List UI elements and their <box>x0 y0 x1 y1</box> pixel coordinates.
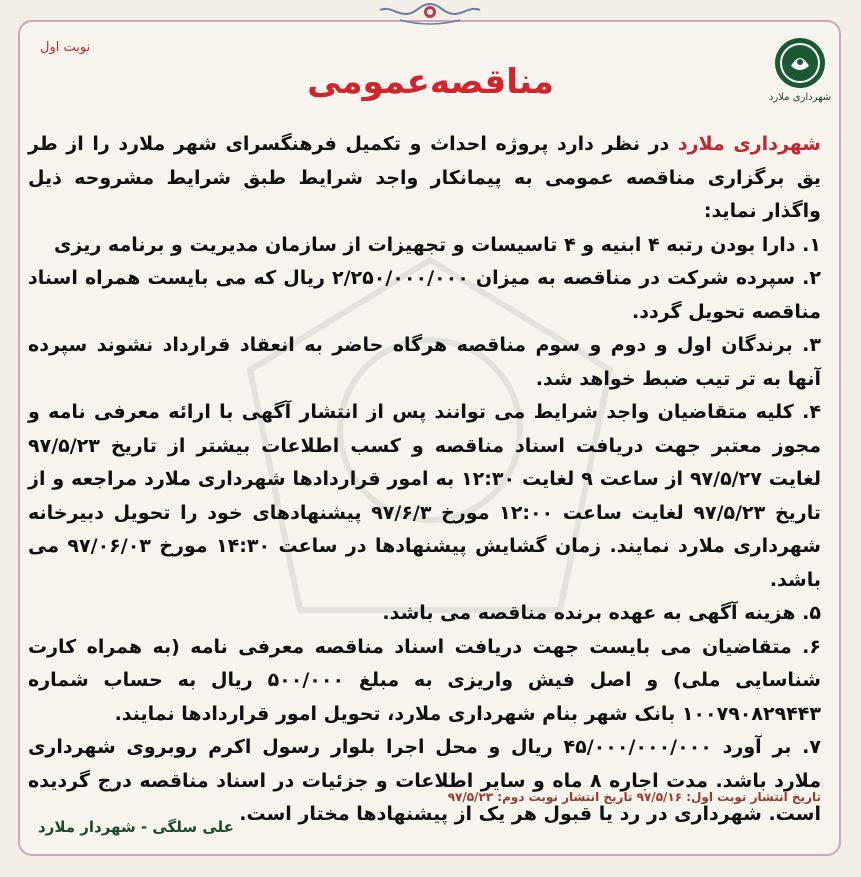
notice-item-4: ۴. کلیه متقاضیان واجد شرایط می توانند پس از انتشار آگهی با ارائه معرفی نامه و مجوز معتبر جهت دریافت اسناد مناقصه و کسب اطلاعات بیشتر از تاریخ ۹۷/۵/۲۳ لغایت ۹۷/۵/۲۷ از ساعت ۹ لغایت ۱۲:۳۰ به امور قراردادها شهرداری ملارد مراجعه و از تاریخ ۹۷/۵/۲۳ لغایت ساعت ۱۲:۰۰ مورخ ۹۷/۶/۳ پیشنهادهای خود را تحویل دبیرخانه شهرداری ملارد نمایند. زمان گشایش پیشنهادها در ساعت ۱۴:۳۰ مورخ ۹۷/۰۶/۰۳ می باشد. <box>28 401 821 591</box>
notice-item-6: ۶. متقاضیان می بایست جهت دریافت اسناد مناقصه معرفی نامه (به همراه کارت شناسایی ملی) و اصل فیش واریزی به مبلغ ۵۰۰/۰۰۰ ریال به حساب شماره ۱۰۰۷۹۰۸۲۹۴۴۳ بانک شهر بنام شهرداری ملارد، تحویل امور قراردادها نمایند. <box>28 635 821 725</box>
notice-intro <box>28 128 821 229</box>
signature: علی سلگی - شهردار ملارد <box>38 818 234 836</box>
intro-text: در نظر دارد پروژه احداث و تکمیل فرهنگسرای شهر ملارد را از طر یق برگزاری مناقصه عمومی به پیمانکار واجد شرایط طبق شرایط مشروحه ذیل واگذار نماید: <box>28 133 821 222</box>
ornament-icon <box>330 0 530 28</box>
notice-item-2: ۲. سپرده شرکت در مناقصه به میزان ۲/۲۵۰/۰۰۰/۰۰۰ ریال که می بایست همراه اسناد مناقصه تحویل گردد. <box>28 267 821 323</box>
notice-item-7: ۷. بر آورد ۴۵/۰۰۰/۰۰۰/۰۰۰ ریال و محل اجرا بلوار رسول اکرم روبروی شهرداری ملارد باشد. مدت اجاره ۸ ماه و سایر اطلاعات و جزئیات در اسناد مناقصه درج گردیده است. شهرداری در رد یا قبول هر یک از پیشنهادها مختار است. <box>28 736 822 825</box>
notice-item-1: ۱. دارا بودن رتبه ۴ ابنیه و ۴ تاسیسات و تجهیزات از سازمان مدیریت و برنامه ریزی <box>54 233 821 256</box>
notice-body <box>28 128 821 832</box>
seal-label: شهرداری ملارد <box>768 92 832 103</box>
org-name: شهرداری ملارد <box>677 133 821 155</box>
notice-item-5: ۵. هزینه آگهی به عهده برنده مناقصه می باشد. <box>382 602 821 624</box>
page-title: مناقصه‌عمومی <box>307 62 554 102</box>
publication-dates: تاریخ انتشار نوبت اول: ۹۷/۵/۱۶ تاریخ انتشار نوبت دوم: ۹۷/۵/۲۳ <box>447 790 821 804</box>
round-label: نوبت اول <box>40 40 91 55</box>
notice-item-3: ۳. برندگان اول و دوم و سوم مناقصه هرگاه حاضر به انعقاد قرارداد نشوند سپرده آنها به تر تیب ضبط خواهد شد. <box>28 334 821 390</box>
top-ornament <box>330 0 530 28</box>
